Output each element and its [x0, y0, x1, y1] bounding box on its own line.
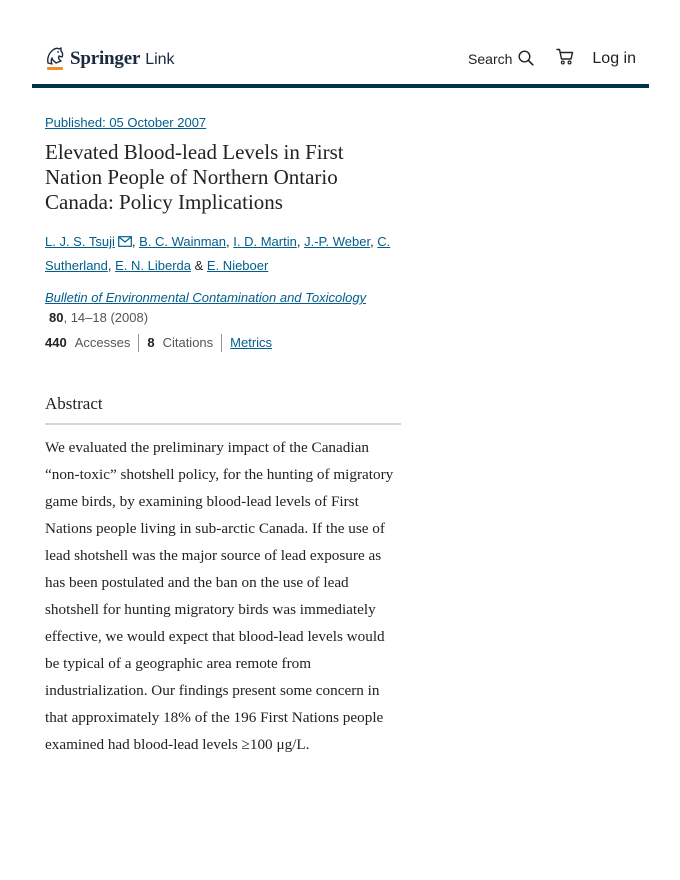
published-date-link[interactable]: Published: 05 October 2007: [45, 115, 207, 130]
search-label: Search: [468, 51, 513, 67]
cart-icon: [556, 48, 574, 70]
article-header: [45, 114, 401, 758]
abstract-text: We evaluated the preliminary impact of the Canadian “non-toxic” shotshell policy, for the hunting of migratory game birds, by examining blood-lead levels of First Nations people living in sub-arctic Canada. If the use of lead shotshell was the major source of lead exposure as has been postulated and the ban on the use of lead shotshell for hunting migratory birds was immediately effective, we would expect that blood-lead levels would be typical of a geographic area remote from industrialization. Our findings present some concern in that approximately 18% of the 196 First Nations people examined had blood-lead levels ≥100 μg/L.: [45, 439, 394, 753]
author-separator: ,: [107, 258, 116, 273]
article-metrics: [45, 333, 401, 353]
abstract-heading: Abstract: [45, 393, 401, 425]
author-separator: ,: [370, 234, 378, 249]
journal-line: [45, 288, 401, 308]
author-link[interactable]: J.-P. Weber: [304, 234, 371, 249]
site-header: [32, 40, 649, 88]
citations-label: Citations: [162, 335, 214, 350]
logo-name: Springer: [70, 48, 141, 69]
author-link[interactable]: E. N. Liberda: [115, 258, 191, 273]
author-separator: ,: [296, 234, 305, 249]
search-button[interactable]: [468, 50, 534, 69]
author-link[interactable]: L. J. S. Tsuji: [45, 234, 115, 249]
pages-year: , 14–18 (2008): [63, 310, 149, 325]
journal-link[interactable]: Bulletin of Environmental Contamination and Toxicology: [45, 290, 367, 305]
author-link[interactable]: I. D. Martin: [233, 234, 297, 249]
article-title: Elevated Blood-lead Levels in First Nation People of Northern Ontario Canada: Policy Implications: [45, 140, 344, 214]
springer-link-logo[interactable]: [44, 44, 175, 74]
volume-line: [45, 308, 401, 328]
author-list: [45, 230, 401, 277]
cart-button[interactable]: [556, 48, 574, 70]
citations-count: 8: [147, 335, 155, 350]
volume-number: 80: [49, 310, 64, 325]
author-link[interactable]: C. Sutherland: [45, 234, 391, 273]
accesses-count: 440: [45, 335, 67, 350]
header-nav: [468, 48, 636, 70]
search-icon: [512, 50, 534, 69]
author-separator: ,: [131, 234, 140, 249]
metrics-divider: [138, 334, 139, 352]
author-link[interactable]: B. C. Wainman: [139, 234, 227, 249]
login-button[interactable]: Log in: [592, 50, 636, 67]
mail-icon[interactable]: [118, 231, 132, 254]
springer-horse-logo-icon: [44, 46, 66, 72]
author-link[interactable]: E. Nieboer: [206, 258, 269, 273]
metrics-divider: [221, 334, 222, 352]
author-separator: &: [191, 258, 207, 273]
accesses-label: Accesses: [74, 335, 131, 350]
author-separator: ,: [226, 234, 234, 249]
metrics-link[interactable]: Metrics: [230, 335, 273, 350]
logo-subname: Link: [145, 51, 175, 68]
